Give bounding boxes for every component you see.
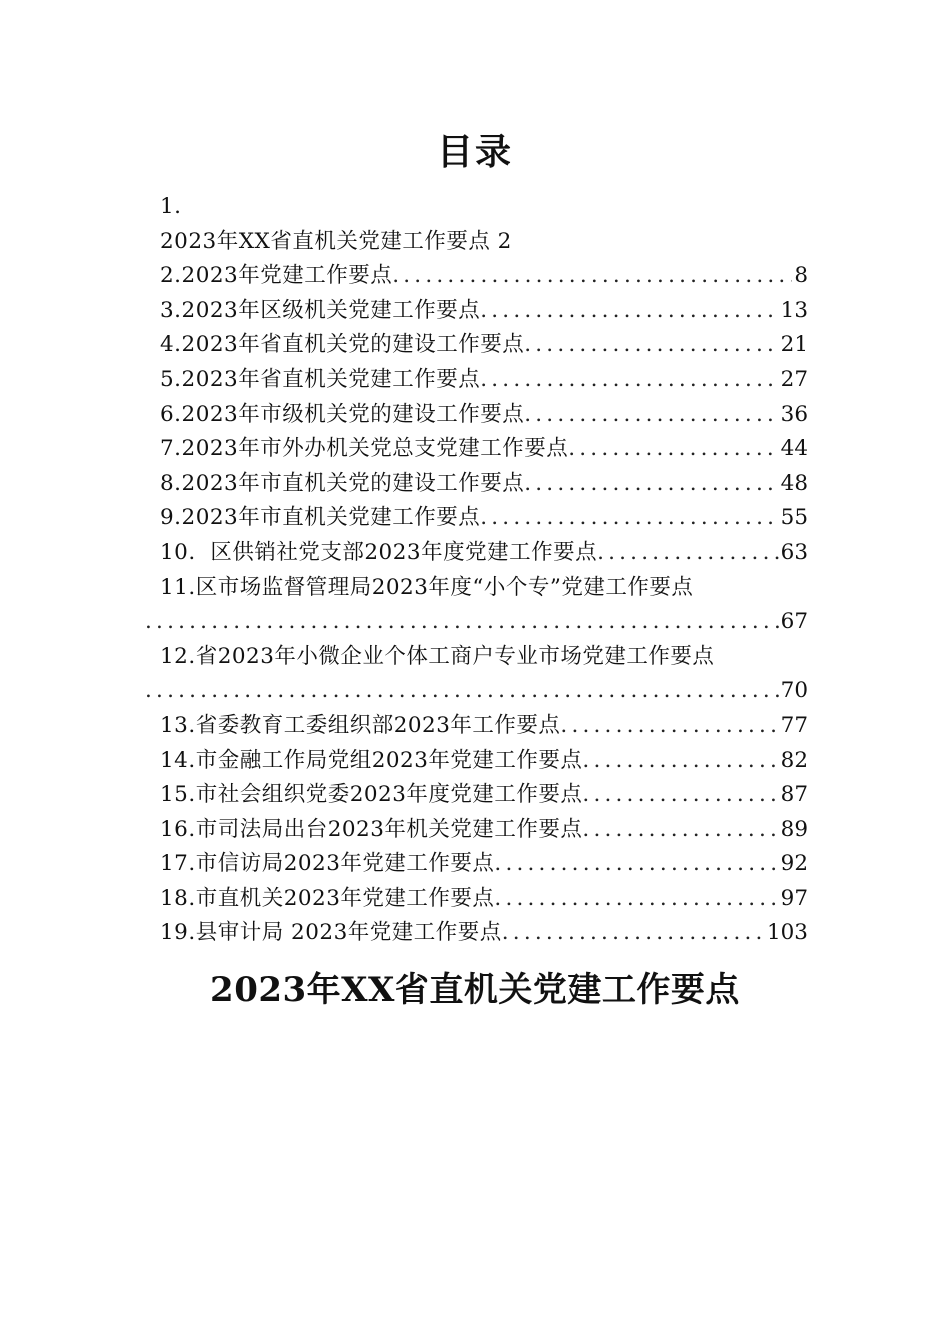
toc-entry-label: 9.2023年市直机关党建工作要点 [160, 505, 481, 531]
table-of-contents [145, 190, 808, 951]
toc-entry-label: 12.省2023年小微企业个体工商户专业市场党建工作要点 [160, 643, 715, 669]
toc-dot-leader [582, 813, 778, 848]
toc-entry-5[interactable] [145, 363, 808, 398]
toc-entry-9[interactable] [145, 501, 808, 536]
toc-entry-4[interactable] [145, 328, 808, 363]
toc-page-number: 82 [780, 747, 808, 773]
toc-entry-14[interactable] [145, 744, 808, 779]
toc-dot-leader [524, 398, 778, 433]
toc-entry-15[interactable] [145, 778, 808, 813]
toc-entry-label: 7.2023年市外办机关党总支党建工作要点 [160, 436, 569, 462]
toc-dot-leader [494, 882, 778, 917]
toc-dot-leader [568, 432, 778, 467]
toc-dot-leader [480, 501, 778, 536]
toc-entry-label: 19.县审计局 2023年党建工作要点 [160, 920, 502, 946]
toc-entry-12-continuation[interactable] [145, 674, 808, 709]
toc-entry-label: 15.市社会组织党委2023年度党建工作要点 [160, 782, 583, 808]
toc-page-number: 8 [794, 263, 808, 289]
toc-entry-11-continuation[interactable] [145, 605, 808, 640]
toc-dot-leader [392, 259, 792, 294]
toc-dot-leader [524, 328, 778, 363]
toc-dot-leader [502, 916, 765, 951]
toc-dot-leader [494, 847, 778, 882]
toc-entry-label: 8.2023年市直机关党的建设工作要点 [160, 470, 525, 496]
toc-dot-leader [597, 536, 779, 571]
toc-entry-label: 4.2023年省直机关党的建设工作要点 [160, 332, 525, 358]
toc-entry-label: 18.市直机关2023年党建工作要点 [160, 885, 495, 911]
toc-entry-8[interactable] [145, 467, 808, 502]
toc-page-number: 77 [780, 712, 808, 738]
toc-entry-19[interactable] [145, 916, 808, 951]
toc-dot-leader [145, 674, 779, 709]
toc-page-number: 70 [780, 678, 808, 704]
toc-entry-10[interactable] [145, 536, 808, 571]
toc-entry-18[interactable] [145, 882, 808, 917]
toc-dot-leader [582, 744, 778, 779]
toc-entry-13[interactable] [145, 709, 808, 744]
toc-dot-leader [480, 363, 778, 398]
toc-page-number: 87 [780, 782, 808, 808]
toc-entry-label: 3.2023年区级机关党建工作要点 [160, 297, 481, 323]
toc-entry-label: 13.省委教育工委组织部2023年工作要点 [160, 712, 561, 738]
toc-entry-2[interactable] [145, 259, 808, 294]
toc-title: 目录 [436, 131, 513, 173]
toc-page-number: 55 [780, 505, 808, 531]
toc-page-number: 97 [780, 885, 808, 911]
toc-page-number: 89 [780, 816, 808, 842]
document-heading: 2023年XX省直机关党建工作要点 [210, 970, 740, 1010]
toc-entry-16[interactable] [145, 813, 808, 848]
toc-entry-label: 2.2023年党建工作要点 [160, 263, 393, 289]
toc-dot-leader [582, 778, 778, 813]
toc-dot-leader [480, 294, 778, 329]
toc-page-number: 48 [780, 470, 808, 496]
toc-dot-leader [145, 605, 779, 640]
toc-page-number: 92 [780, 851, 808, 877]
toc-page-number: 27 [780, 366, 808, 392]
toc-page-number: 36 [780, 401, 808, 427]
toc-entry-6[interactable] [145, 398, 808, 433]
toc-entry-7[interactable] [145, 432, 808, 467]
toc-entry-1[interactable] [145, 225, 808, 260]
toc-entry-label: 6.2023年市级机关党的建设工作要点 [160, 401, 525, 427]
toc-entry-label: 2023年XX省直机关党建工作要点 2 [160, 228, 512, 254]
toc-entry-label: 11.区市场监督管理局2023年度“小个专”党建工作要点 [160, 574, 694, 600]
toc-page-number: 21 [780, 332, 808, 358]
toc-entry-label: 17.市信访局2023年党建工作要点 [160, 851, 495, 877]
toc-entry-label: 16.市司法局出台2023年机关党建工作要点 [160, 816, 583, 842]
toc-entry-11[interactable] [145, 571, 808, 606]
toc-page-number: 44 [780, 436, 808, 462]
toc-entry-3[interactable] [145, 294, 808, 329]
toc-dot-leader [524, 467, 778, 502]
toc-entry-label: 14.市金融工作局党组2023年党建工作要点 [160, 747, 583, 773]
toc-page-number: 63 [780, 539, 808, 565]
toc-page-number: 103 [766, 920, 808, 946]
toc-page-number: 67 [780, 609, 808, 635]
toc-entry-12[interactable] [145, 640, 808, 675]
toc-entry-label: 10. 区供销社党支部2023年度党建工作要点 [160, 539, 598, 565]
toc-entry-1-number[interactable] [145, 190, 808, 225]
toc-entry-label: 5.2023年省直机关党建工作要点 [160, 366, 481, 392]
toc-entry-label: 1. [160, 194, 182, 219]
toc-page-number: 13 [780, 297, 808, 323]
toc-dot-leader [560, 709, 778, 744]
toc-entry-17[interactable] [145, 847, 808, 882]
